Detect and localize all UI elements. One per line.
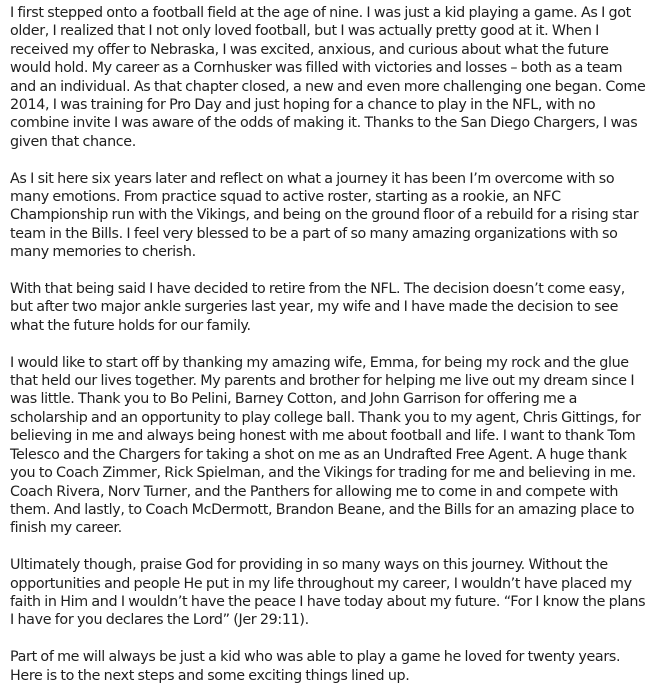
paragraph-early-career: I first stepped onto a football field at the age of nine. I was just a kid playing a game. As I got older, I realized that I not only loved football, but I was actually pretty good at it. When I received my offer to Nebraska, I was excited, anxious, and curious about what the future would hold. My career as a Cornhusker was filled with victories and losses – both as a team and an individual. As that chapter closed, a new and even more challenging one began. Come 2014, I was training for Pro Day and just hoping for a chance to play in the NFL, with no combine invite I was aware of the odds of making it. Thanks to the San Diego Chargers, I was given that chance. [10,5,646,150]
paragraph-retirement-announcement: With that being said I have decided to retire from the NFL. The decision doesn’t come easy, but after two major ankle surgeries last year, my wife and I have made the decision to see what the future holds for our family. [10,281,625,334]
paragraph-closing: Part of me will always be just a kid who was able to play a game he loved for twenty years. Here is to the next steps and some exciting things lined up. [10,649,621,684]
paragraph-thank-yous: I would like to start off by thanking my amazing wife, Emma, for being my rock and the glue that held our lives together. My parents and brother for helping me live out my dream since I was little. Thank you to Bo Pelini, Barney Cotton, and John Garrison for offering me a scholarship and an opportunity to play college ball. Thank you to my agent, Chris Gittings, for believing in me and always being honest with me about football and life. I want to thank Tom Telesco and the Chargers for taking a shot on me as an Undrafted Free Agent. A huge thank you to Coach Zimmer, Rick Spielman, and the Vikings for trading for me and believing in me. Coach Rivera, Norv Turner, and the Panthers for allowing me to come in and compete with them. And lastly, to Coach McDermott, Brandon Beane, and the Bills for an amazing place to finish my career. [10,354,641,537]
paragraph-faith: Ultimately though, praise God for providing in so many ways on this journey. Without the opportunities and people He put in my life throughout my career, I wouldn’t have placed my faith in Him and I wouldn’t have the peace I have today about my future. “For I know the plans I have for you declares the Lord” (Jer 29:11). [10,557,646,629]
paragraph-reflection: As I sit here six years later and reflect on what a journey it has been I’m overcome with so many emotions. From practice squad to active roster, starting as a rookie, an NFC Championship run with the Vikings, and being on the ground floor of a rebuild for a rising star team in the Bills. I feel very blessed to be a part of so many amazing organizations with so many memories to cherish. [10,170,639,261]
